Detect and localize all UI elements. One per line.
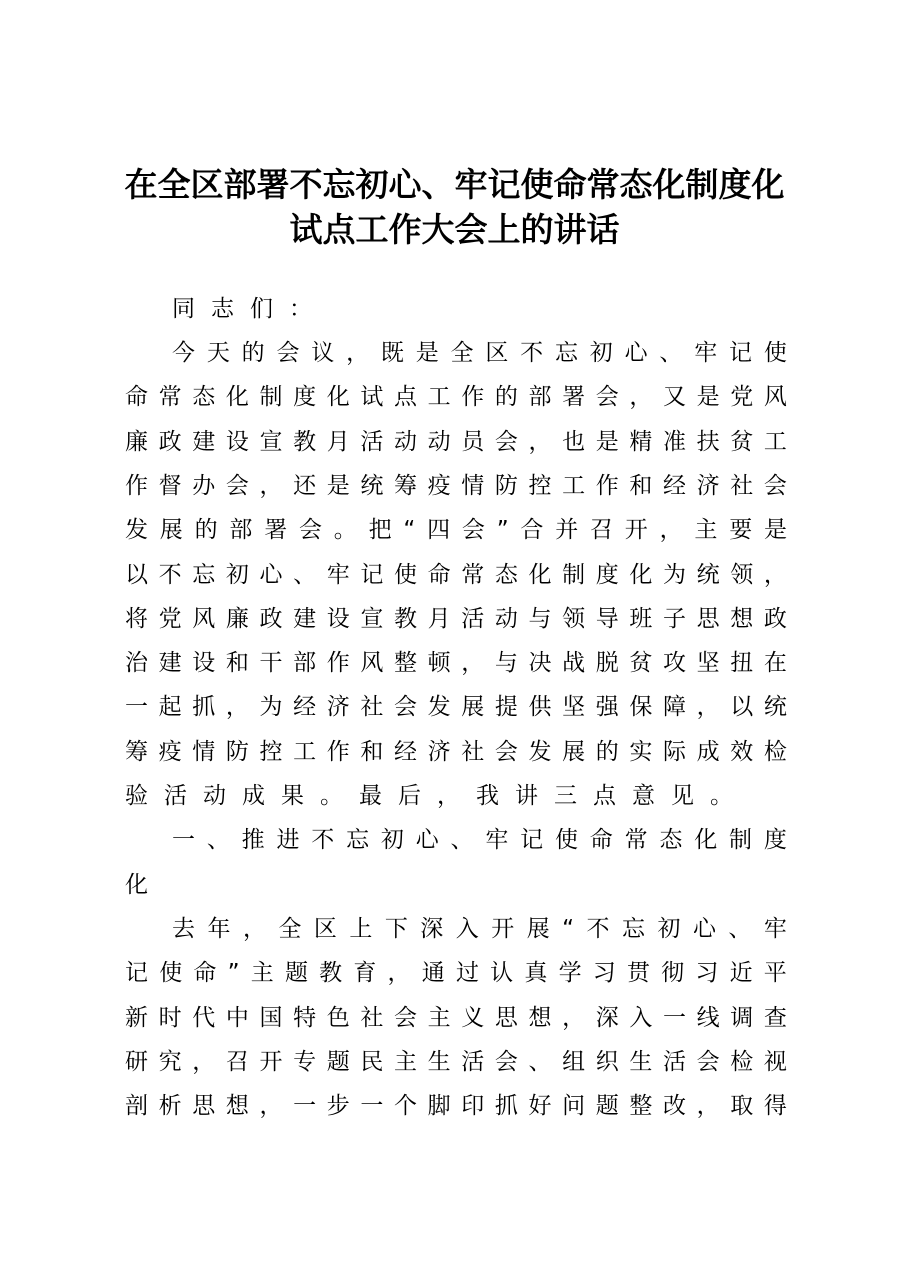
body-line: 命 常 态 化 制 度 化 试 点 工 作 的 部 署 会 ， 又 是 党 风 xyxy=(125,384,787,411)
document-title-line-2: 试点工作大会上的讲话 xyxy=(289,210,620,249)
body-line: 记 使 命 ” 主 题 教 育 ， 通 过 认 真 学 习 贯 彻 习 近 平 xyxy=(125,960,787,987)
body-line: 廉 政 建 设 宣 教 月 活 动 动 员 会 ， 也 是 精 准 扶 贫 工 xyxy=(125,428,787,455)
body-line: 一 、 推 进 不 忘 初 心 、 牢 记 使 命 常 态 化 制 度 xyxy=(172,827,787,854)
body-line: 化 xyxy=(125,871,148,898)
document-title-line-1: 在全区部署不忘初心、牢记使命常态化制度化 xyxy=(124,165,785,204)
body-line: 一 起 抓 ， 为 经 济 社 会 发 展 提 供 坚 强 保 障 ， 以 统 xyxy=(125,694,787,721)
body-line: 发 展 的 部 署 会 。 把 “ 四 会 ” 合 并 召 开 ， 主 要 是 xyxy=(125,517,787,544)
body-line: 作 督 办 会 ， 还 是 统 筹 疫 情 防 控 工 作 和 经 济 社 会 xyxy=(125,472,787,499)
body-line: 今 天 的 会 议 ， 既 是 全 区 不 忘 初 心 、 牢 记 使 xyxy=(172,340,787,366)
body-line: 去 年 ， 全 区 上 下 深 入 开 展 “ 不 忘 初 心 、 牢 xyxy=(172,915,787,942)
body-line: 验 活 动 成 果 。 最 后 ， 我 讲 三 点 意 见 。 xyxy=(125,783,733,809)
body-line: 将 党 风 廉 政 建 设 宣 教 月 活 动 与 领 导 班 子 思 想 政 xyxy=(125,605,787,632)
body-line: 剖 析 思 想 ， 一 步 一 个 脚 印 抓 好 问 题 整 改 ， 取 得 xyxy=(125,1093,787,1120)
body-line: 以 不 忘 初 心 、 牢 记 使 命 常 态 化 制 度 化 为 统 领 ， xyxy=(125,561,787,588)
body-line: 研 究 ， 召 开 专 题 民 主 生 活 会 、 组 织 生 活 会 检 视 xyxy=(125,1048,787,1075)
body-line: 筹 疫 情 防 控 工 作 和 经 济 社 会 发 展 的 实 际 成 效 检 xyxy=(125,738,787,765)
body-line: 治 建 设 和 干 部 作 风 整 顿 ， 与 决 战 脱 贫 攻 坚 扭 在 xyxy=(125,650,787,677)
body-line: 新 时 代 中 国 特 色 社 会 主 义 思 想 ， 深 入 一 线 调 查 xyxy=(125,1004,787,1031)
salutation: 同 志 们 ： xyxy=(172,296,312,322)
